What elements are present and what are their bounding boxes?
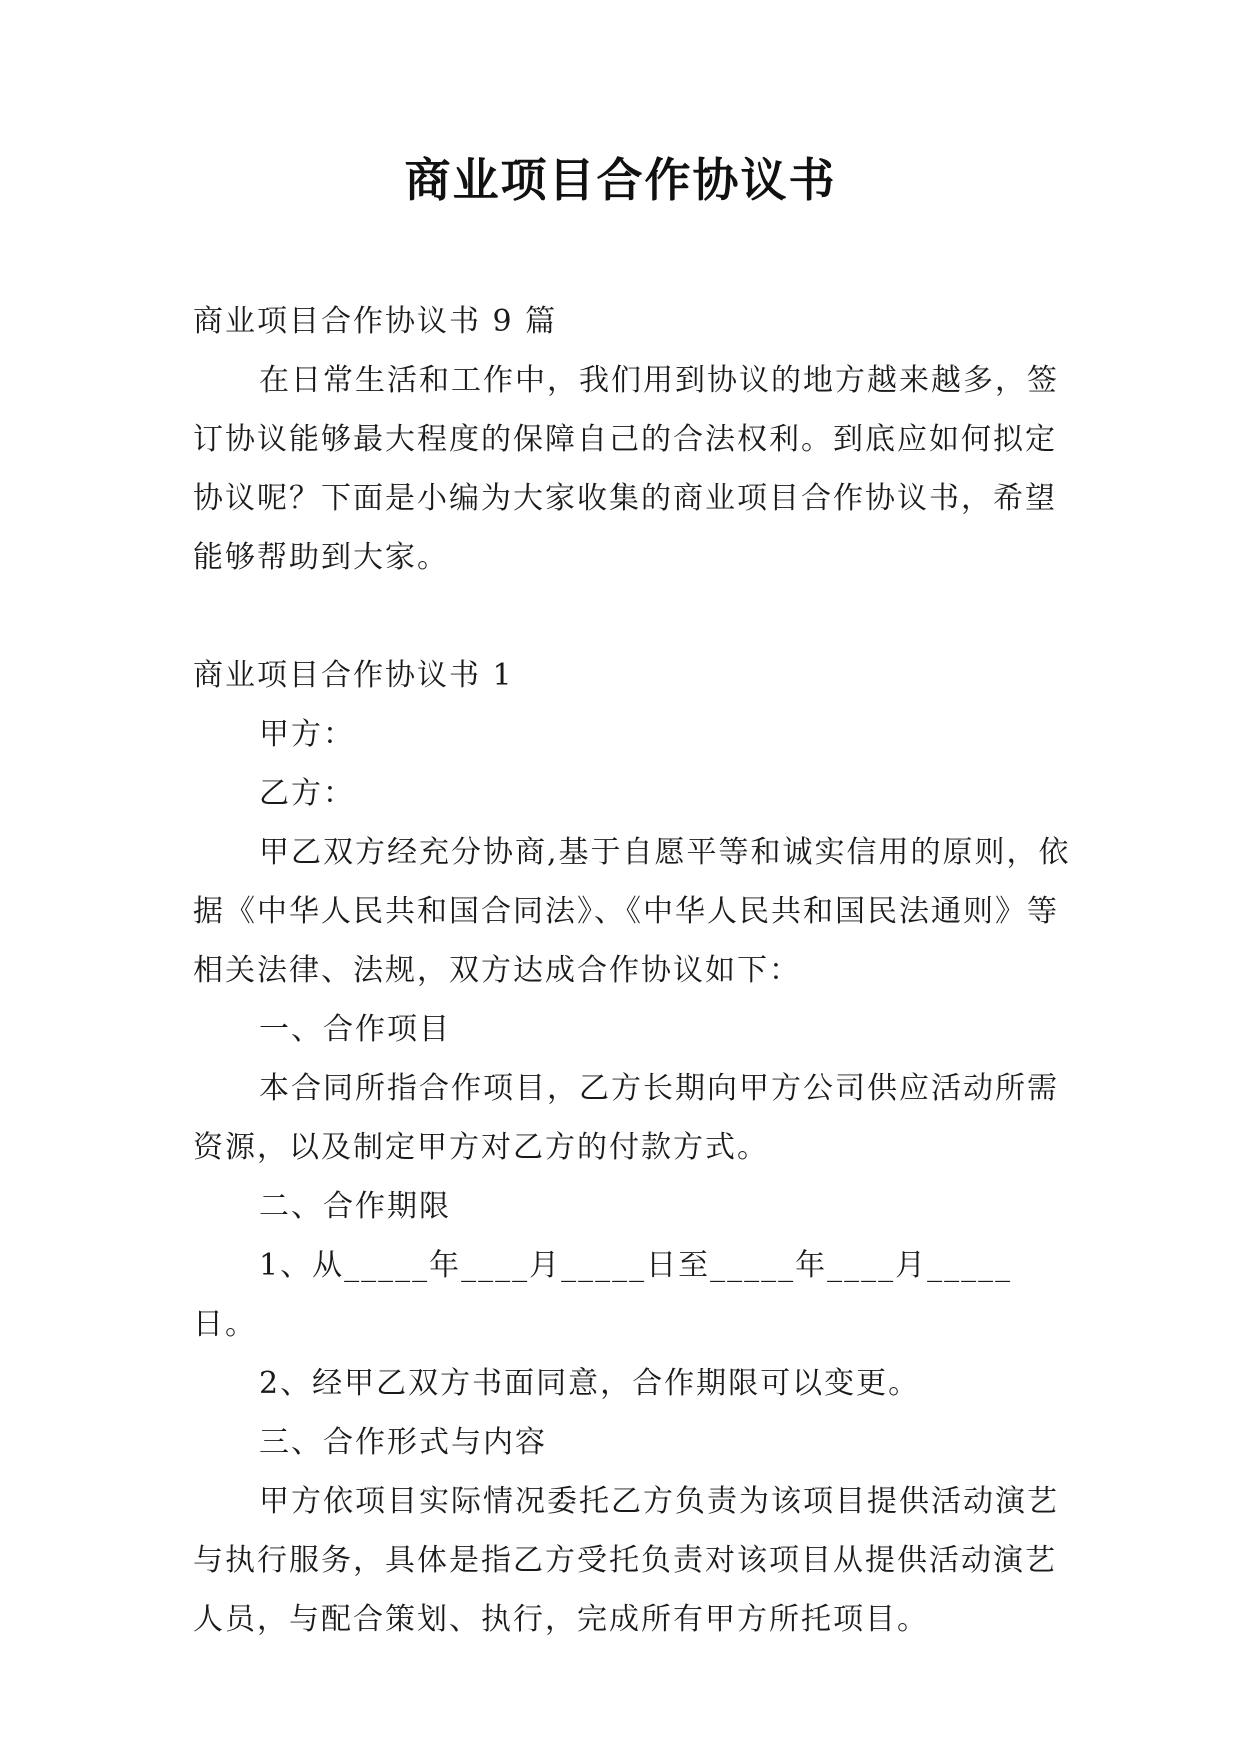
preamble-paragraph: 甲乙双方经充分协商,基于自愿平等和诚实信用的原则，依据《中华人民共和国合同法》、《中华人民共和国民法通则》等相关法律、法规，双方达成合作协议如下：: [193, 835, 1071, 988]
clause-2-item-2: 2、经甲乙双方书面同意，合作期限可以变更。: [259, 1366, 921, 1401]
clause-3-text: 甲方依项目实际情况委托乙方负责为该项目提供活动演艺与执行服务，具体是指乙方受托负责对该项目从提供活动演艺人员，与配合策划、执行，完成所有甲方所托项目。: [193, 1484, 1059, 1637]
document-body: [193, 292, 1075, 1649]
party-b-line: 乙方：: [259, 776, 355, 811]
clause-2-heading: 二、合作期限: [259, 1189, 451, 1224]
section-heading: 商业项目合作协议书 1: [193, 658, 514, 693]
clause-1-text: 本合同所指合作项目，乙方长期向甲方公司供应活动所需资源，以及制定甲方对乙方的付款方式。: [193, 1071, 1059, 1165]
document-subtitle: 商业项目合作协议书 9 篇: [193, 304, 558, 339]
paragraph-gap: [193, 587, 1075, 646]
clause-2-item-1: 1、从_____年____月_____日至_____年____月_____日。: [193, 1248, 1013, 1342]
intro-paragraph: 在日常生活和工作中，我们用到协议的地方越来越多，签订协议能够最大程度的保障自己的合法权利。到底应如何拟定协议呢？下面是小编为大家收集的商业项目合作协议书，希望能够帮助到大家。: [193, 363, 1059, 575]
clause-3-heading: 三、合作形式与内容: [259, 1425, 547, 1460]
party-a-line: 甲方：: [259, 717, 355, 752]
clause-1-heading: 一、合作项目: [259, 1012, 451, 1047]
document-title: 商业项目合作协议书: [404, 153, 837, 207]
